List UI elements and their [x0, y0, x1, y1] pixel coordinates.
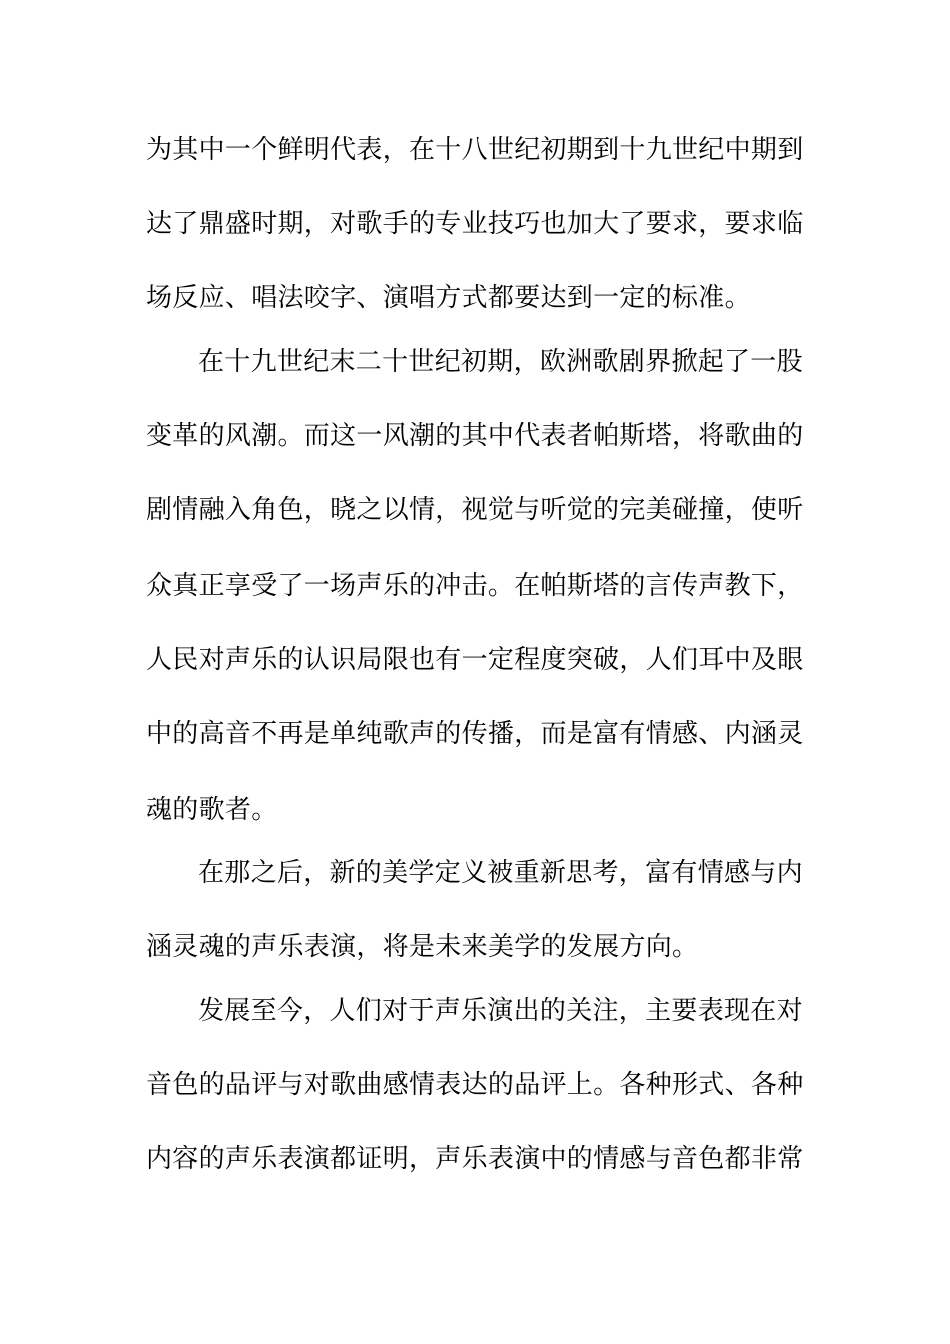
text-line: 内容的声乐表演都证明，声乐表演中的情感与音色都非常 — [146, 1144, 804, 1174]
text-line: 涵灵魂的声乐表演，将是未来美学的发展方向。 — [146, 932, 699, 962]
paragraph-first-line: 在那之后，新的美学定义被重新思考，富有情感与内 — [198, 858, 803, 888]
text-line: 场反应、唱法咬字、演唱方式都要达到一定的标准。 — [146, 283, 751, 313]
text-line: 中的高音不再是单纯歌声的传播，而是富有情感、内涵灵 — [146, 719, 804, 749]
text-line: 魂的歌者。 — [146, 795, 278, 825]
paragraph-first-line: 在十九世纪末二十世纪初期，欧洲歌剧界掀起了一股 — [198, 347, 803, 377]
text-line: 变革的风潮。而这一风潮的其中代表者帕斯塔，将歌曲的 — [146, 421, 804, 451]
text-line: 达了鼎盛时期，对歌手的专业技巧也加大了要求，要求临 — [146, 209, 804, 239]
text-line: 剧情融入角色，晓之以情，视觉与听觉的完美碰撞，使听 — [146, 495, 804, 525]
text-line: 为其中一个鲜明代表，在十八世纪初期到十九世纪中期到 — [146, 135, 804, 165]
text-line: 音色的品评与对歌曲感情表达的品评上。各种形式、各种 — [146, 1070, 804, 1100]
text-line: 众真正享受了一场声乐的冲击。在帕斯塔的言传声教下， — [146, 571, 804, 601]
text-line: 人民对声乐的认识局限也有一定程度突破，人们耳中及眼 — [146, 645, 804, 675]
paragraph-first-line: 发展至今，人们对于声乐演出的关注，主要表现在对 — [198, 996, 803, 1026]
